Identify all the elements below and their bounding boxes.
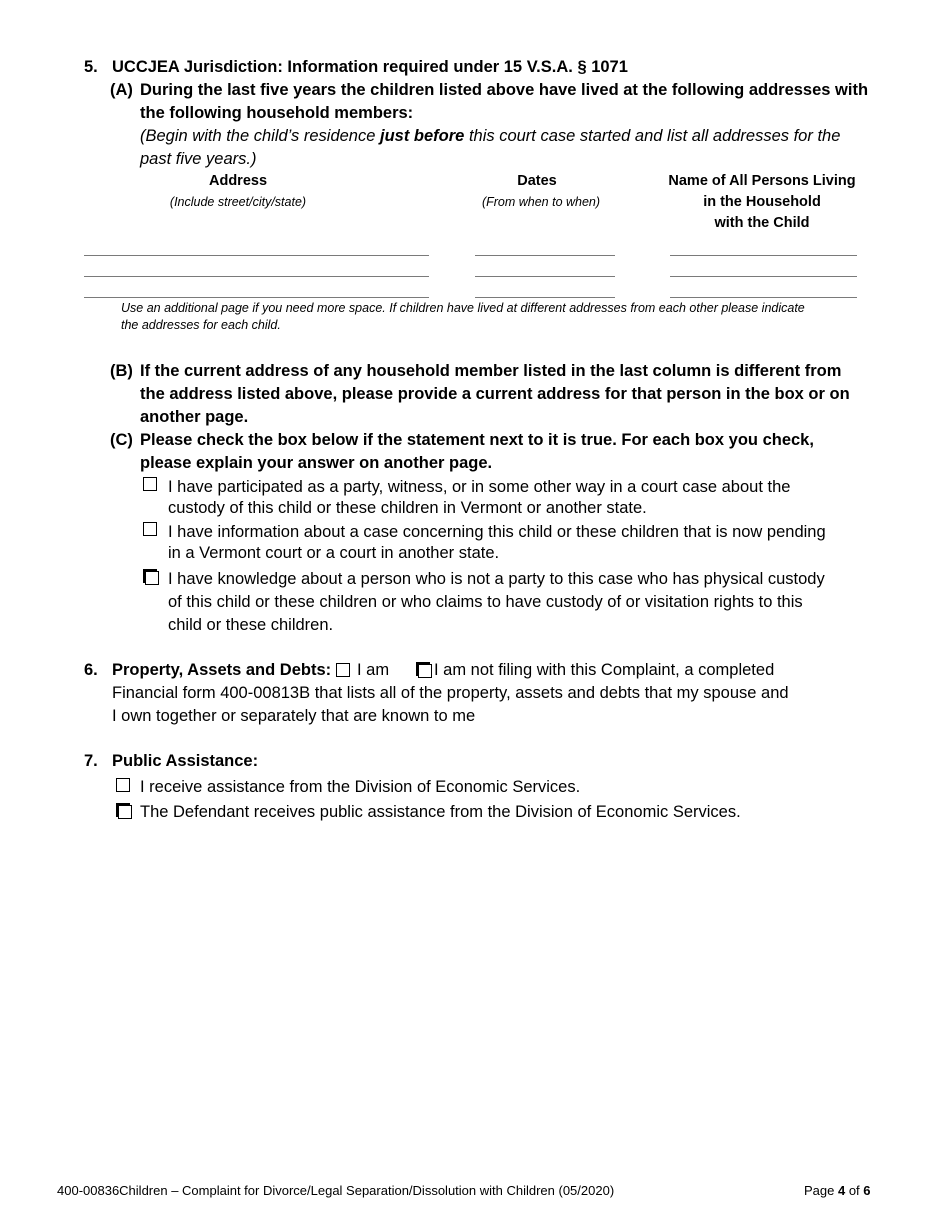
third-party-custody-checkbox[interactable] bbox=[145, 571, 159, 585]
pending-case-checkbox[interactable] bbox=[143, 522, 157, 536]
dates-entry-line[interactable] bbox=[475, 255, 615, 256]
address-entry-line[interactable] bbox=[84, 255, 429, 256]
third-party-custody-text-line2: of this child or these children or who claims to have custody of or visitation rights to this bbox=[168, 593, 803, 611]
section-6-line3: I own together or separately that are known to me bbox=[112, 707, 476, 725]
defendant-assistance-checkbox[interactable] bbox=[118, 805, 132, 819]
section-5c-line1: Please check the box below if the statement next to it is true. For each box you check, bbox=[140, 431, 814, 449]
section-5b-label: (B) bbox=[110, 362, 133, 380]
household-entry-line[interactable] bbox=[670, 255, 857, 256]
section-5-title: UCCJEA Jurisdiction: Information required under 15 V.S.A. § 1071 bbox=[112, 58, 628, 76]
pending-case-text-line2: in a Vermont court or a court in another state. bbox=[168, 544, 500, 562]
i-am-filing-label: I am bbox=[357, 661, 390, 679]
section-7-number: 7. bbox=[84, 752, 98, 770]
court-case-participation-checkbox[interactable] bbox=[143, 477, 157, 491]
section-6-title: Property, Assets and Debts: bbox=[112, 661, 332, 679]
section-5a-instruction-line2: past five years.) bbox=[140, 150, 257, 168]
table-note-line2: the addresses for each child. bbox=[121, 318, 281, 332]
i-am-not-filing-label: I am not filing with this Complaint, a completed bbox=[434, 661, 775, 679]
address-entry-line[interactable] bbox=[84, 297, 429, 298]
household-entry-line[interactable] bbox=[670, 276, 857, 277]
court-case-participation-text-line2: custody of this child or these children in Vermont or another state. bbox=[168, 499, 647, 517]
section-5a-line1: During the last five years the children listed above have lived at the following addresses with bbox=[140, 81, 869, 99]
receive-assistance-text: I receive assistance from the Division of Economic Services. bbox=[140, 778, 581, 796]
section-5b-line3: another page. bbox=[140, 408, 249, 426]
pending-case-text-line1: I have information about a case concerning this child or these children that is now pending bbox=[168, 523, 826, 541]
household-entry-line[interactable] bbox=[670, 297, 857, 298]
section-5c-label: (C) bbox=[110, 431, 133, 449]
defendant-assistance-text: The Defendant receives public assistance from the Division of Economic Services. bbox=[140, 803, 741, 821]
section-5b-line1: If the current address of any household member listed in the last column is different from bbox=[140, 362, 842, 380]
section-6-number: 6. bbox=[84, 661, 98, 679]
section-5-number: 5. bbox=[84, 58, 98, 76]
address-column-subheader: (Include street/city/state) bbox=[169, 195, 307, 209]
household-column-header-line3: with the Child bbox=[714, 215, 810, 231]
section-5a-instruction: (Begin with the child’s residence just before this court case started and list all addresses for the bbox=[140, 127, 841, 145]
section-7-title: Public Assistance: bbox=[112, 752, 259, 770]
footer-form-title: 400-00836Children – Complaint for Divorce/Legal Separation/Dissolution with Children (05/2020) bbox=[57, 1183, 615, 1198]
dates-entry-line[interactable] bbox=[475, 276, 615, 277]
i-am-not-filing-checkbox[interactable] bbox=[418, 664, 432, 678]
address-column-header: Address bbox=[208, 173, 268, 189]
i-am-filing-checkbox[interactable] bbox=[336, 663, 350, 677]
household-column-header-line1: Name of All Persons Living bbox=[668, 173, 856, 189]
section-6-line2: Financial form 400-00813B that lists all of the property, assets and debts that my spouse and bbox=[112, 684, 789, 702]
table-note-line1: Use an additional page if you need more space. If children have lived at different addresses from each other please indicate bbox=[121, 301, 805, 315]
section-5b-line2: the address listed above, please provide a current address for that person in the box or on bbox=[140, 385, 850, 403]
footer-page-number: Page 4 of 6 bbox=[804, 1183, 871, 1198]
section-5c-line2: please explain your answer on another page. bbox=[140, 454, 493, 472]
third-party-custody-text-line1: I have knowledge about a person who is not a party to this case who has physical custody bbox=[168, 570, 825, 588]
household-column-header-line2: in the Household bbox=[703, 194, 821, 210]
court-case-participation-text-line1: I have participated as a party, witness, or in some other way in a court case about the bbox=[168, 478, 791, 496]
dates-column-header: Dates bbox=[517, 173, 557, 189]
dates-entry-line[interactable] bbox=[475, 297, 615, 298]
address-entry-line[interactable] bbox=[84, 276, 429, 277]
receive-assistance-checkbox[interactable] bbox=[116, 778, 130, 792]
third-party-custody-text-line3: child or these children. bbox=[168, 616, 334, 634]
section-5a-line2: the following household members: bbox=[140, 104, 414, 122]
dates-column-subheader: (From when to when) bbox=[481, 195, 601, 209]
section-5a-label: (A) bbox=[110, 81, 133, 99]
